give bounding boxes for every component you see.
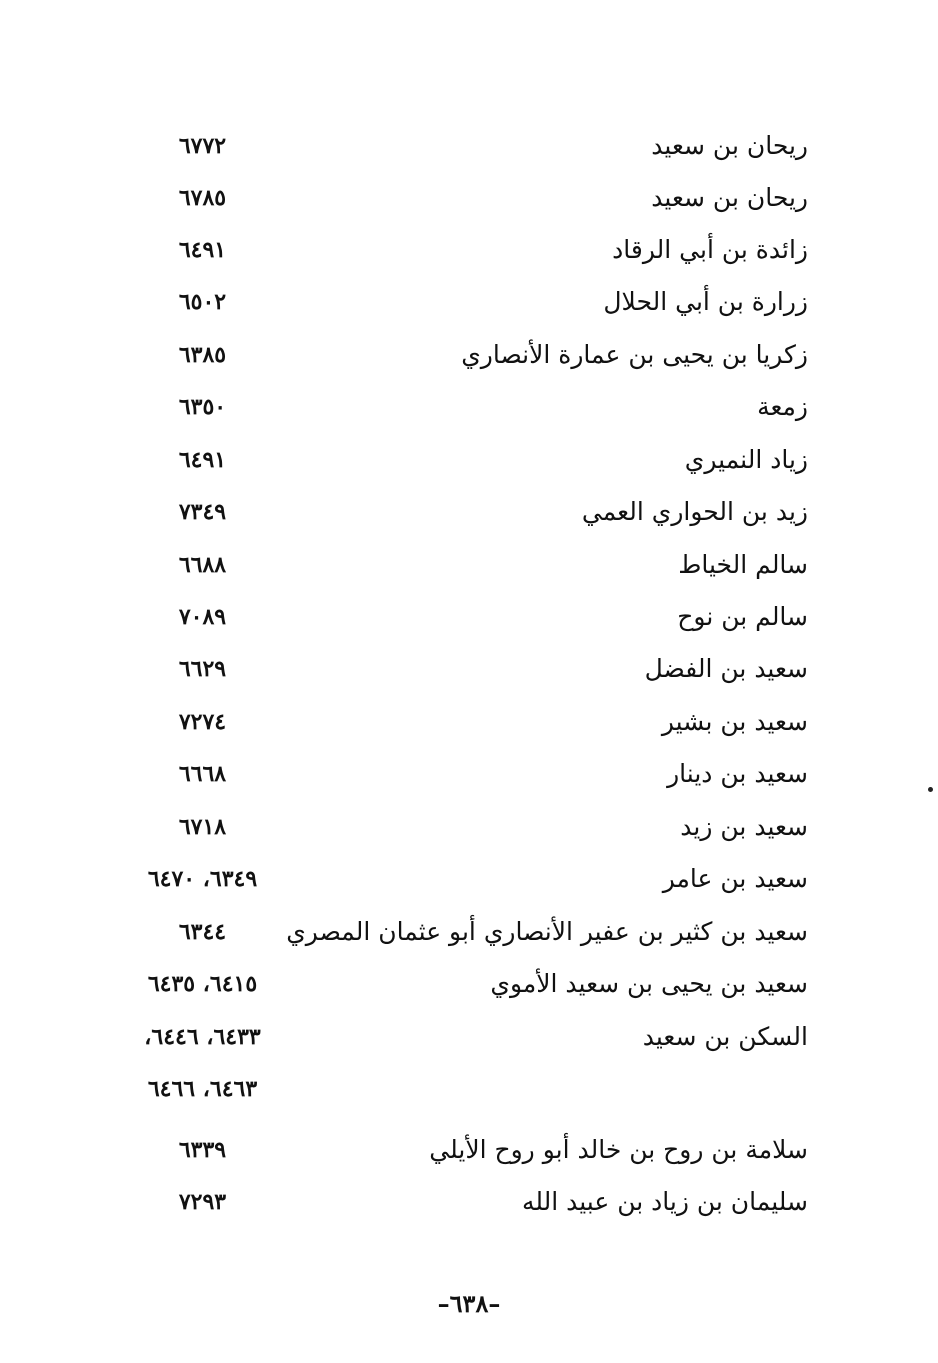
entry-name: سعيد بن الفضل <box>644 654 808 683</box>
entry-refs: ٦٣٣٩ <box>178 1137 227 1163</box>
entry-refs: ٧٣٤٩ <box>178 499 227 525</box>
entry-name: زمعة <box>757 392 808 421</box>
entry-refs: ٦٣٤٩، ٦٤٧٠ <box>147 866 258 892</box>
entry-name: سليمان بن زياد بن عبيد الله <box>521 1187 808 1216</box>
index-entry <box>0 643 938 695</box>
entry-refs: ٦٤٣٣، ٦٤٤٦، <box>144 1024 261 1050</box>
entry-refs: ٦٦٨٨ <box>178 552 227 578</box>
entry-name: سعيد بن بشير <box>661 707 808 736</box>
entry-name: سعيد بن كثير بن عفير الأنصاري أبو عثمان المصري <box>286 917 808 946</box>
index-entry <box>0 853 938 905</box>
entry-name: زيد بن الحواري العمي <box>581 497 808 526</box>
entry-refs: ٦٣٥٠ <box>178 394 227 420</box>
stray-dot <box>928 787 933 792</box>
entry-name: سعيد بن عامر <box>662 864 808 893</box>
entry-refs: ٦٦٦٨ <box>178 761 227 787</box>
index-entry <box>0 329 938 381</box>
entry-name: زكريا بن يحيى بن عمارة الأنصاري <box>461 340 808 369</box>
index-entry <box>0 801 938 853</box>
index-entry <box>0 276 938 328</box>
entry-name: سلامة بن روح بن خالد أبو روح الأيلي <box>429 1135 808 1164</box>
entry-refs: ٦٤٩١ <box>178 447 227 473</box>
index-entry <box>0 1011 938 1063</box>
index-entry <box>0 224 938 276</box>
entry-name: ريحان بن سعيد <box>651 183 808 212</box>
entry-name: سالم بن نوح <box>677 602 808 631</box>
entry-refs: ٧٢٩٣ <box>178 1189 227 1215</box>
entry-name: سالم الخياط <box>678 550 808 579</box>
index-entry <box>0 434 938 486</box>
index-entry <box>0 120 938 172</box>
entry-refs: ٦٧٨٥ <box>178 185 227 211</box>
index-entry <box>0 486 938 538</box>
entry-refs: ٦٣٤٤ <box>178 919 227 945</box>
entry-name: سعيد بن زيد <box>680 812 808 841</box>
index-entry <box>0 958 938 1010</box>
entry-refs: ٦٧٧٢ <box>178 133 227 159</box>
entry-refs: ٦٤١٥، ٦٤٣٥ <box>147 971 258 997</box>
entry-refs: ٧٠٨٩ <box>178 604 227 630</box>
entry-name: السكن بن سعيد <box>642 1022 808 1051</box>
index-entry <box>0 381 938 433</box>
entry-refs: ٦٤٩١ <box>178 237 227 263</box>
index-entry <box>0 539 938 591</box>
entry-refs: ٦٣٨٥ <box>178 342 227 368</box>
entry-name: زياد النميري <box>684 445 808 474</box>
entry-name <box>248 1063 808 1115</box>
entry-refs: ٦٤٦٣، ٦٤٦٦ <box>147 1076 258 1102</box>
entry-refs: ٦٧١٨ <box>178 814 227 840</box>
index-entry <box>0 906 938 958</box>
index-entry <box>0 1063 938 1115</box>
entry-name: زرارة بن أبي الحلال <box>603 287 808 316</box>
index-entry <box>0 591 938 643</box>
entry-name: سعيد بن يحيى بن سعيد الأموي <box>490 969 808 998</box>
page-number: –٦٣٨– <box>437 1289 501 1318</box>
entry-name: ريحان بن سعيد <box>651 131 808 160</box>
entry-refs: ٦٦٢٩ <box>178 656 227 682</box>
entry-refs: ٦٥٠٢ <box>178 289 227 315</box>
index-entry <box>0 172 938 224</box>
entry-name: زائدة بن أبي الرقاد <box>612 235 808 264</box>
index-entry <box>0 1176 938 1228</box>
index-entry <box>0 1124 938 1176</box>
index-entry <box>0 748 938 800</box>
entry-refs: ٧٢٧٤ <box>178 709 227 735</box>
entry-name: سعيد بن دينار <box>667 759 808 788</box>
index-entry <box>0 696 938 748</box>
